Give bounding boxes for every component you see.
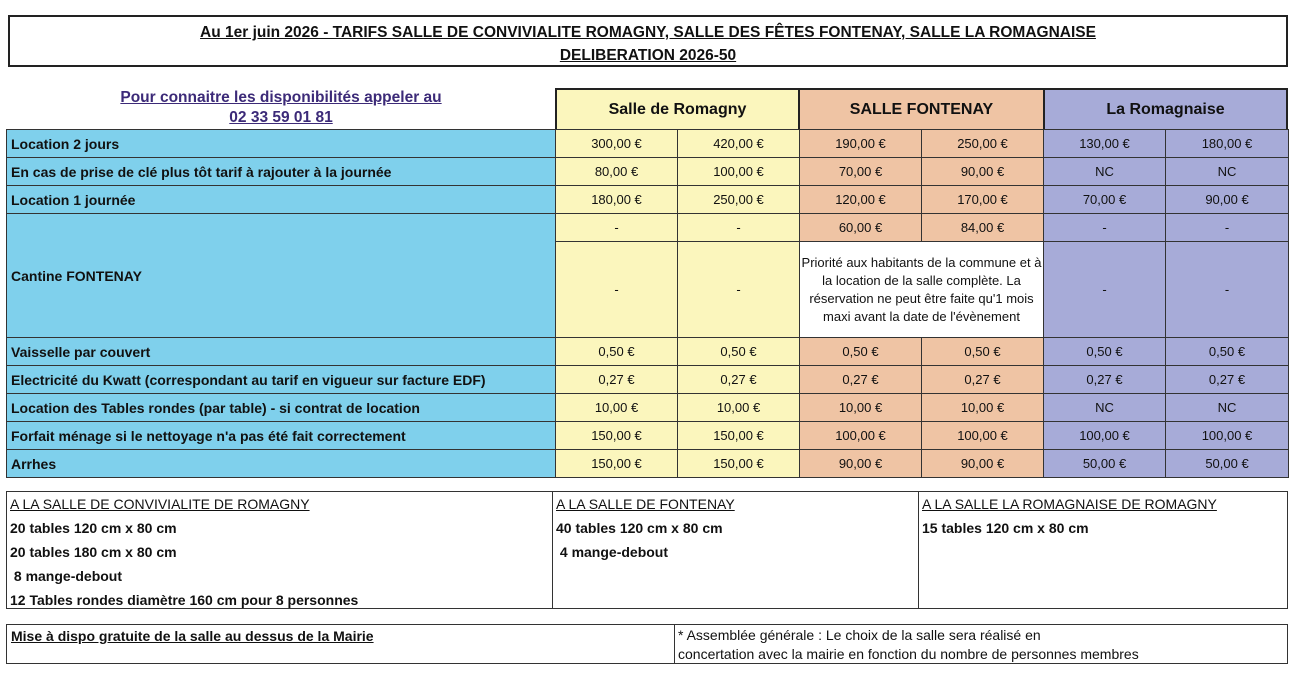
price-cell: 120,00 € [800, 186, 922, 214]
row-label: Vaisselle par couvert [7, 338, 556, 366]
price-cell: 10,00 € [922, 394, 1044, 422]
list-item: 15 tables 120 cm x 80 cm [922, 520, 1089, 536]
price-cell: - [1044, 214, 1166, 242]
price-cell: NC [1166, 394, 1289, 422]
table-row [7, 394, 1289, 422]
contact-phone: 02 33 59 01 81 [229, 109, 333, 126]
footer-assemblee-note [678, 626, 1278, 664]
price-cell: 100,00 € [678, 158, 800, 186]
price-cell: - [1166, 214, 1289, 242]
inventory-heading: A LA SALLE DE CONVIVIALITE DE ROMAGNY [10, 496, 310, 512]
header-salle-romagnaise: La Romagnaise [1043, 88, 1288, 130]
price-cell: 80,00 € [556, 158, 678, 186]
header-salle-romagny: Salle de Romagny [555, 88, 800, 130]
price-cell: 50,00 € [1166, 450, 1289, 478]
price-cell: NC [1166, 158, 1289, 186]
price-cell: 100,00 € [1044, 422, 1166, 450]
table-row [7, 338, 1289, 366]
price-cell: 0,27 € [1166, 366, 1289, 394]
list-item: 40 tables 120 cm x 80 cm [556, 520, 723, 536]
divider [552, 492, 553, 608]
price-cell: 84,00 € [922, 214, 1044, 242]
price-cell: 0,27 € [922, 366, 1044, 394]
price-cell: 90,00 € [800, 450, 922, 478]
row-label: En cas de prise de clé plus tôt tarif à rajouter à la journée [7, 158, 556, 186]
cantine-note: Priorité aux habitants de la commune et à la location de la salle complète. La réservation ne peut être faite qu'1 mois maxi avant la date de l'évènement [800, 242, 1044, 338]
price-cell: 90,00 € [1166, 186, 1289, 214]
tarifs-table [6, 129, 1289, 478]
price-cell: 10,00 € [556, 394, 678, 422]
row-label: Cantine FONTENAY [7, 214, 556, 338]
price-cell: 0,50 € [922, 338, 1044, 366]
table-row [7, 422, 1289, 450]
price-cell: - [678, 242, 800, 338]
row-label: Arrhes [7, 450, 556, 478]
price-cell: 10,00 € [800, 394, 922, 422]
table-row [7, 186, 1289, 214]
inventory-romagnaise [922, 492, 1282, 608]
price-cell: 70,00 € [800, 158, 922, 186]
inventory-heading: A LA SALLE LA ROMAGNAISE DE ROMAGNY [922, 496, 1217, 512]
price-cell: 190,00 € [800, 130, 922, 158]
list-item: 20 tables 180 cm x 80 cm [10, 544, 177, 560]
price-cell: 60,00 € [800, 214, 922, 242]
price-cell: 0,27 € [800, 366, 922, 394]
title-line-1: Au 1er juin 2026 - TARIFS SALLE DE CONVIVIALITE ROMAGNY, SALLE DES FÊTES FONTENAY, SALLE LA ROMAGNAISE [200, 24, 1096, 41]
title-box [8, 15, 1288, 67]
row-label: Location des Tables rondes (par table) - si contrat de location [7, 394, 556, 422]
price-cell: 0,27 € [556, 366, 678, 394]
price-cell: 420,00 € [678, 130, 800, 158]
price-cell: 0,50 € [1044, 338, 1166, 366]
price-cell: 150,00 € [556, 422, 678, 450]
title-line-2: DELIBERATION 2026-50 [559, 47, 737, 64]
price-cell: 170,00 € [922, 186, 1044, 214]
list-item: 8 mange-debout [10, 568, 123, 584]
price-cell: 50,00 € [1044, 450, 1166, 478]
price-cell: 130,00 € [1044, 130, 1166, 158]
list-item: 4 mange-debout [556, 544, 669, 560]
table-row [7, 450, 1289, 478]
footer-mairie-note: Mise à dispo gratuite de la salle au dessus de la Mairie [11, 628, 374, 644]
price-cell: 90,00 € [922, 450, 1044, 478]
footer-note-line-2: concertation avec la mairie en fonction du nombre de personnes membres [678, 646, 1139, 662]
price-cell: 250,00 € [678, 186, 800, 214]
inventory-fontenay [556, 492, 916, 608]
price-cell: 0,27 € [678, 366, 800, 394]
price-cell: 70,00 € [1044, 186, 1166, 214]
price-cell: 250,00 € [922, 130, 1044, 158]
table-row [7, 158, 1289, 186]
row-label: Forfait ménage si le nettoyage n'a pas été fait correctement [7, 422, 556, 450]
price-cell: 150,00 € [678, 422, 800, 450]
price-cell: 0,50 € [1166, 338, 1289, 366]
footer-box [6, 624, 1288, 664]
divider [674, 625, 675, 663]
contact-text: Pour connaitre les disponibilités appeler au [120, 89, 442, 106]
price-cell: 150,00 € [678, 450, 800, 478]
price-cell: 180,00 € [556, 186, 678, 214]
price-cell: 90,00 € [922, 158, 1044, 186]
price-cell: NC [1044, 394, 1166, 422]
price-cell: - [556, 214, 678, 242]
row-label: Location 1 journée [7, 186, 556, 214]
price-cell: - [678, 214, 800, 242]
price-cell: - [1166, 242, 1289, 338]
divider [918, 492, 919, 608]
price-cell: - [556, 242, 678, 338]
table-row [7, 214, 1289, 242]
table-row [7, 366, 1289, 394]
tables-inventory [6, 491, 1288, 609]
price-cell: 100,00 € [800, 422, 922, 450]
price-cell: 100,00 € [922, 422, 1044, 450]
list-item: 20 tables 120 cm x 80 cm [10, 520, 177, 536]
inventory-romagny [10, 492, 550, 608]
contact-info [8, 88, 554, 128]
price-cell: 150,00 € [556, 450, 678, 478]
price-cell: 0,50 € [556, 338, 678, 366]
price-cell: 0,50 € [678, 338, 800, 366]
price-cell: - [1044, 242, 1166, 338]
row-label: Location 2 jours [7, 130, 556, 158]
price-cell: NC [1044, 158, 1166, 186]
row-label: Electricité du Kwatt (correspondant au tarif en vigueur sur facture EDF) [7, 366, 556, 394]
price-cell: 300,00 € [556, 130, 678, 158]
list-item: 12 Tables rondes diamètre 160 cm pour 8 personnes [10, 592, 359, 608]
table-row [7, 130, 1289, 158]
header-salle-fontenay: SALLE FONTENAY [798, 88, 1045, 130]
price-cell: 100,00 € [1166, 422, 1289, 450]
price-cell: 0,50 € [800, 338, 922, 366]
price-cell: 10,00 € [678, 394, 800, 422]
price-cell: 0,27 € [1044, 366, 1166, 394]
price-cell: 180,00 € [1166, 130, 1289, 158]
footer-note-line-1: * Assemblée générale : Le choix de la salle sera réalisé en [678, 627, 1041, 643]
inventory-heading: A LA SALLE DE FONTENAY [556, 496, 735, 512]
